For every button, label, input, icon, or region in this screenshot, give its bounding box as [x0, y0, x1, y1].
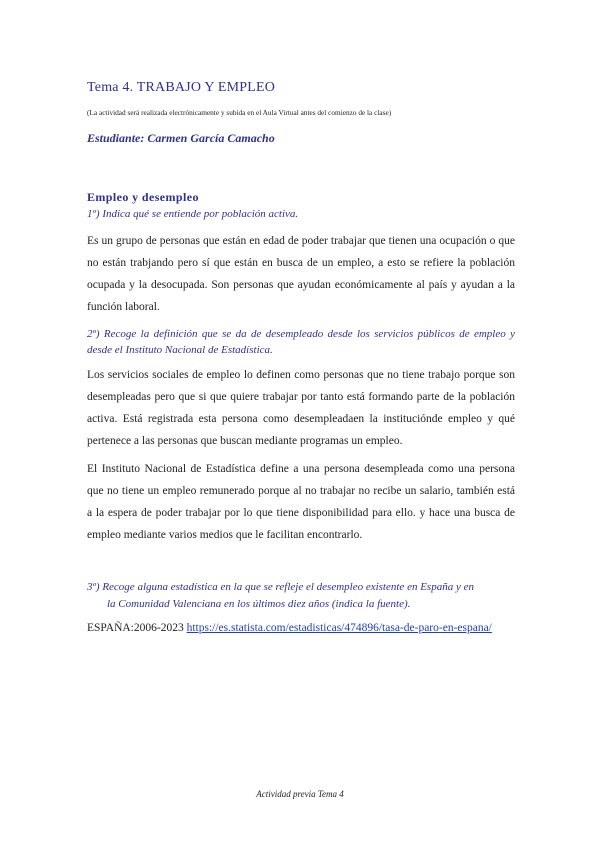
- question-3-line-2: la Comunidad Valenciana en los últimos diez años (indica la fuente).: [107, 598, 411, 610]
- answer-2-sepe: Los servicios sociales de empleo lo definen como personas que no tiene trabajo porque son desempleadas pero que si que quiere trabajar por tanto está formando parte de la población activa. Está registrada esta persona como desempleadaen la instituciónde empleo y qué pertenece a las personas que buscan mediante programas un empleo.: [87, 369, 515, 447]
- page-footer: Actividad previa Tema 4: [256, 789, 344, 799]
- section-heading: Empleo y desempleo: [87, 190, 199, 204]
- document-title: Tema 4. TRABAJO Y EMPLEO: [87, 80, 276, 95]
- document-subtitle: (La actividad será realizada electrónicamente y subida en el Aula Virtual antes del comienzo de la clase): [87, 108, 392, 117]
- answer-1: Es un grupo de personas que están en edad de poder trabajar que tienen una ocupación o que no están trabjando pero sí que están en busca de un empleo, a esto se refiere la población ocupada y la desocupada. Son personas que ayudan económicamente al país y ayudan a la función laboral.: [87, 235, 515, 313]
- student-name: Estudiante: Carmen García Camacho: [87, 131, 275, 145]
- question-1: 1º) Indica qué se entiende por población activa.: [87, 208, 299, 220]
- statista-link[interactable]: https://es.statista.com/estadisticas/474896/tasa-de-paro-en-espana/: [186, 622, 492, 634]
- reference-label: ESPAÑA:2006-2023: [87, 622, 187, 634]
- statistics-reference: [87, 622, 492, 634]
- question-3-line-1: 3º) Recoge alguna estadística en la que se refleje el desempleo existente en España y en: [87, 581, 474, 593]
- answer-2-ine: El Instituto Nacional de Estadística define a una persona desempleada como una persona que no tiene un empleo remunerado porque al no trabajar no recibe un salario, también está a la espera de poder trabajar por lo que tiene disponibilidad para ello. y hace una busca de empleo mediante varios medios que le facilitan encontrarlo.: [87, 463, 515, 541]
- question-2: 2º) Recoge la definición que se da de desempleado desde los servicios públicos de empleo y desde el Instituto Nacional de Estadística.: [87, 328, 515, 356]
